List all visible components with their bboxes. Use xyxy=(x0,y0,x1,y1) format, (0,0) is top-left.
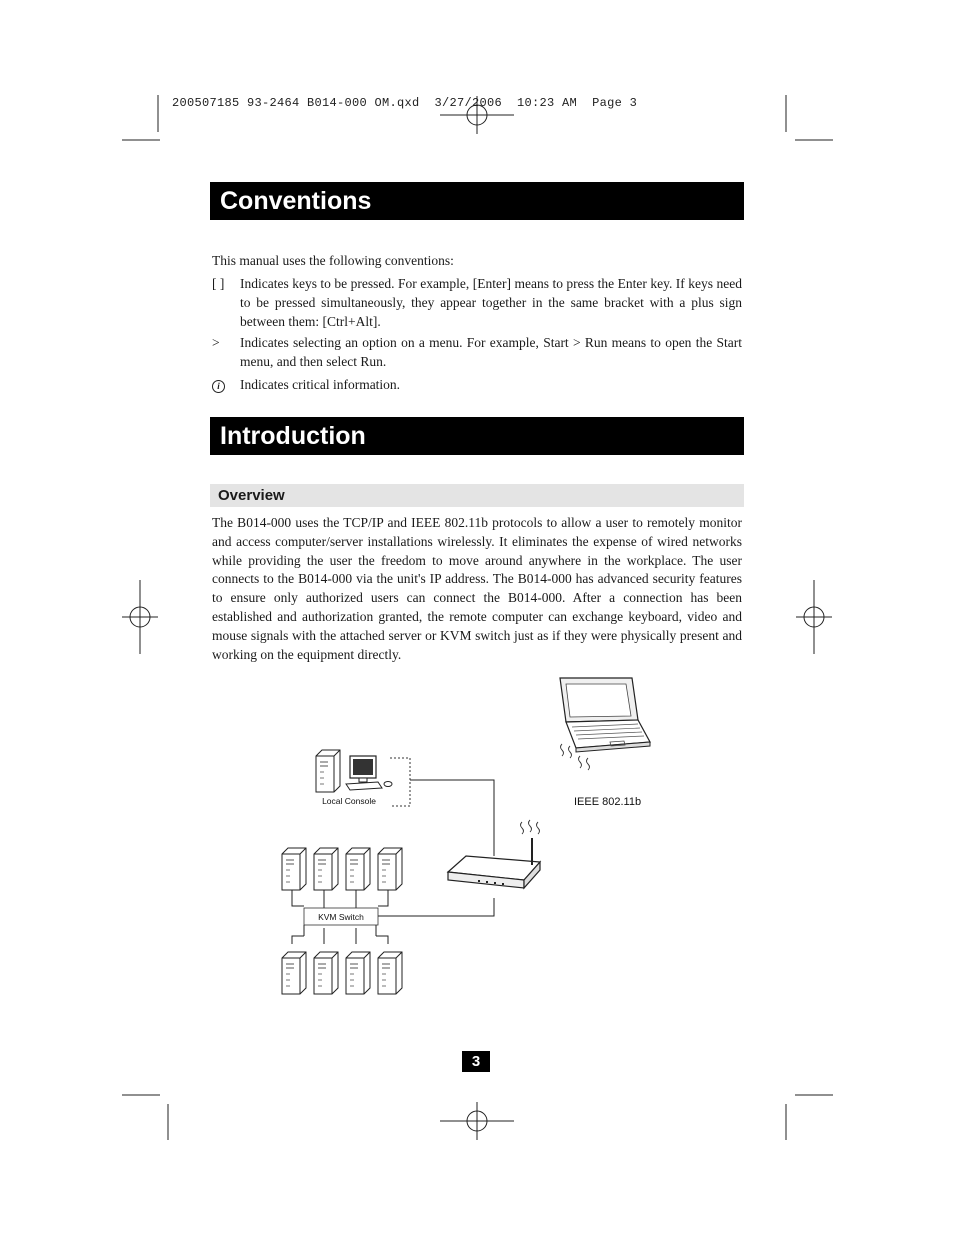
network-diagram-art xyxy=(270,672,670,1002)
info-icon: i xyxy=(212,380,225,393)
conventions-intro: This manual uses the following conventions: xyxy=(212,253,454,268)
convention-symbol xyxy=(212,376,238,395)
print-slug: 200507185 93-2464 B014-000 OM.qxd 3/27/2006 10:23 AM Page 3 xyxy=(172,96,638,110)
convention-symbol: > xyxy=(212,335,220,350)
convention-item-brackets xyxy=(212,275,742,333)
introduction-heading: Introduction xyxy=(210,417,744,455)
convention-item-info xyxy=(212,376,742,396)
server-row-upper xyxy=(282,848,402,890)
local-console-icon xyxy=(316,750,392,792)
wireless-standard-label: IEEE 802.11b xyxy=(574,796,642,808)
laptop-icon xyxy=(560,678,650,770)
overview-paragraph: The B014-000 uses the TCP/IP and IEEE 802.11b protocols to allow a user to remotely monitor and access computer/server installations wirelessly. It eliminates the expense of wired networks while providing the user the freedom to move around anywhere in the workplace. The user connects to the B014-000 via the unit's IP address. The B014-000 has advanced security features to ensure only authorized users can connect the B014-000. After a connection has been established and authorization granted, the remote computer can exchange keyboard, video and mouse signals with the attached server or KVM switch just as if they were physically present and working on the equipment directly. xyxy=(212,515,742,662)
convention-description: Indicates critical information. xyxy=(240,377,401,392)
kvm-switch-label: KVM Switch xyxy=(318,912,364,922)
convention-description: Indicates selecting an option on a menu. For example, Start > Run means to open the Start menu, and then select Run. xyxy=(240,335,742,369)
network-diagram xyxy=(270,672,670,1002)
conventions-heading: Conventions xyxy=(210,182,744,220)
convention-description: Indicates keys to be pressed. For example, [Enter] means to press the Enter key. If keys need to be pressed simultaneously, they appear together in the same bracket with a plus sign between them: [Ctrl+Alt]. xyxy=(240,276,742,329)
server-row-lower xyxy=(282,952,402,994)
convention-item-menu xyxy=(212,334,742,374)
local-console-label: Local Console xyxy=(322,796,376,806)
convention-symbol: [ ] xyxy=(212,276,225,291)
page-number: 3 xyxy=(462,1051,490,1072)
overview-heading: Overview xyxy=(210,484,744,507)
